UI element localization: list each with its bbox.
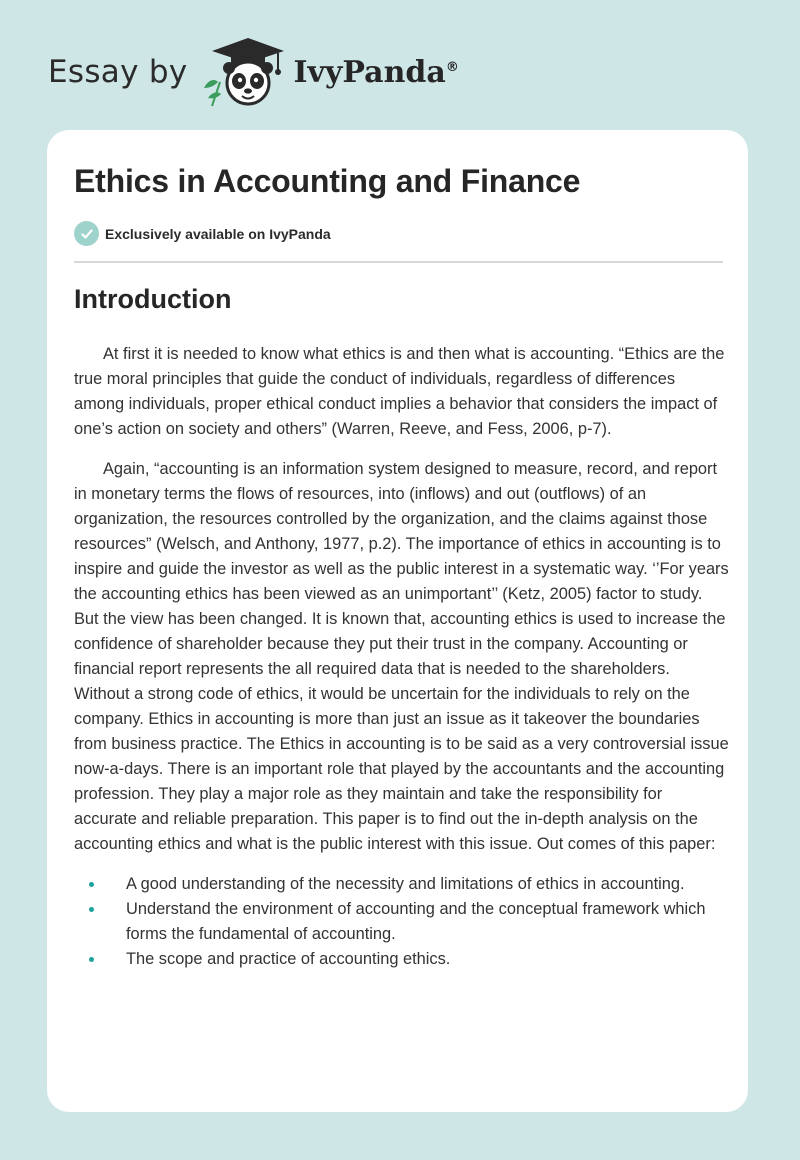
brand-header[interactable] — [48, 36, 459, 108]
paragraph: At first it is needed to know what ethics is and then what is accounting. “Ethics are the true moral principles that guide the conduct of individuals, regardless of differences among individuals, proper ethical conduct implies a behavior that considers the impact of one’s action on society and others” (Warren, Reeve, and Fess, 2006, p-7). — [74, 345, 725, 438]
check-circle-icon — [74, 221, 99, 246]
divider — [74, 261, 723, 263]
exclusive-badge — [74, 221, 331, 246]
brand-prefix: Essay by — [48, 54, 188, 90]
brand-name: IvyPanda® — [293, 54, 459, 90]
paragraph: Again, “accounting is an information system designed to measure, record, and report in monetary terms the flows of resources, into (inflows) and out (outflows) of an organization, the resources controlled by the organization, and the claims against those resources” (Welsch, and Anthony, 1977, p.2). The importance of ethics in accounting is to inspire and guide the investor as well as the public interest in a systematic way. ‘’For years the accounting ethics has been viewed as an unimportant’’ (Ketz, 2005) factor to study. But the view has been changed. It is known that, accounting ethics is used to increase the confidence of shareholder because they put their trust in the company. Accounting or financial report represents the all required data that is needed to the shareholders. Without a strong code of ethics, it would be uncertain for the individuals to rely on the company. Ethics in accounting is more than just an issue as it takeover the boundaries from business practice. The Ethics in accounting is to be said as a very controversial issue now-a-days. There is an important role that played by the accountants and the accounting profession. They play a major role as they maintain and take the responsibility for accurate and reliable preparation. This paper is to find out the in-depth analysis on the accounting ethics and what is the public interest with this issue. Out comes of this paper: — [74, 460, 729, 853]
essay-title: Ethics in Accounting and Finance — [74, 163, 581, 199]
essay-body — [74, 342, 729, 972]
exclusive-text: Exclusively available on IvyPanda — [105, 225, 331, 242]
outcomes-list — [74, 872, 729, 972]
essay-card — [47, 130, 748, 1112]
list-item: A good understanding of the necessity and limitations of ethics in accounting. — [74, 872, 729, 897]
list-item: Understand the environment of accounting and the conceptual framework which forms the fundamental of accounting. — [74, 897, 729, 947]
section-heading: Introduction — [74, 284, 232, 314]
list-item: The scope and practice of accounting ethics. — [74, 947, 729, 972]
registered-mark: ® — [445, 59, 459, 75]
panda-graduation-cap-icon — [198, 36, 290, 108]
